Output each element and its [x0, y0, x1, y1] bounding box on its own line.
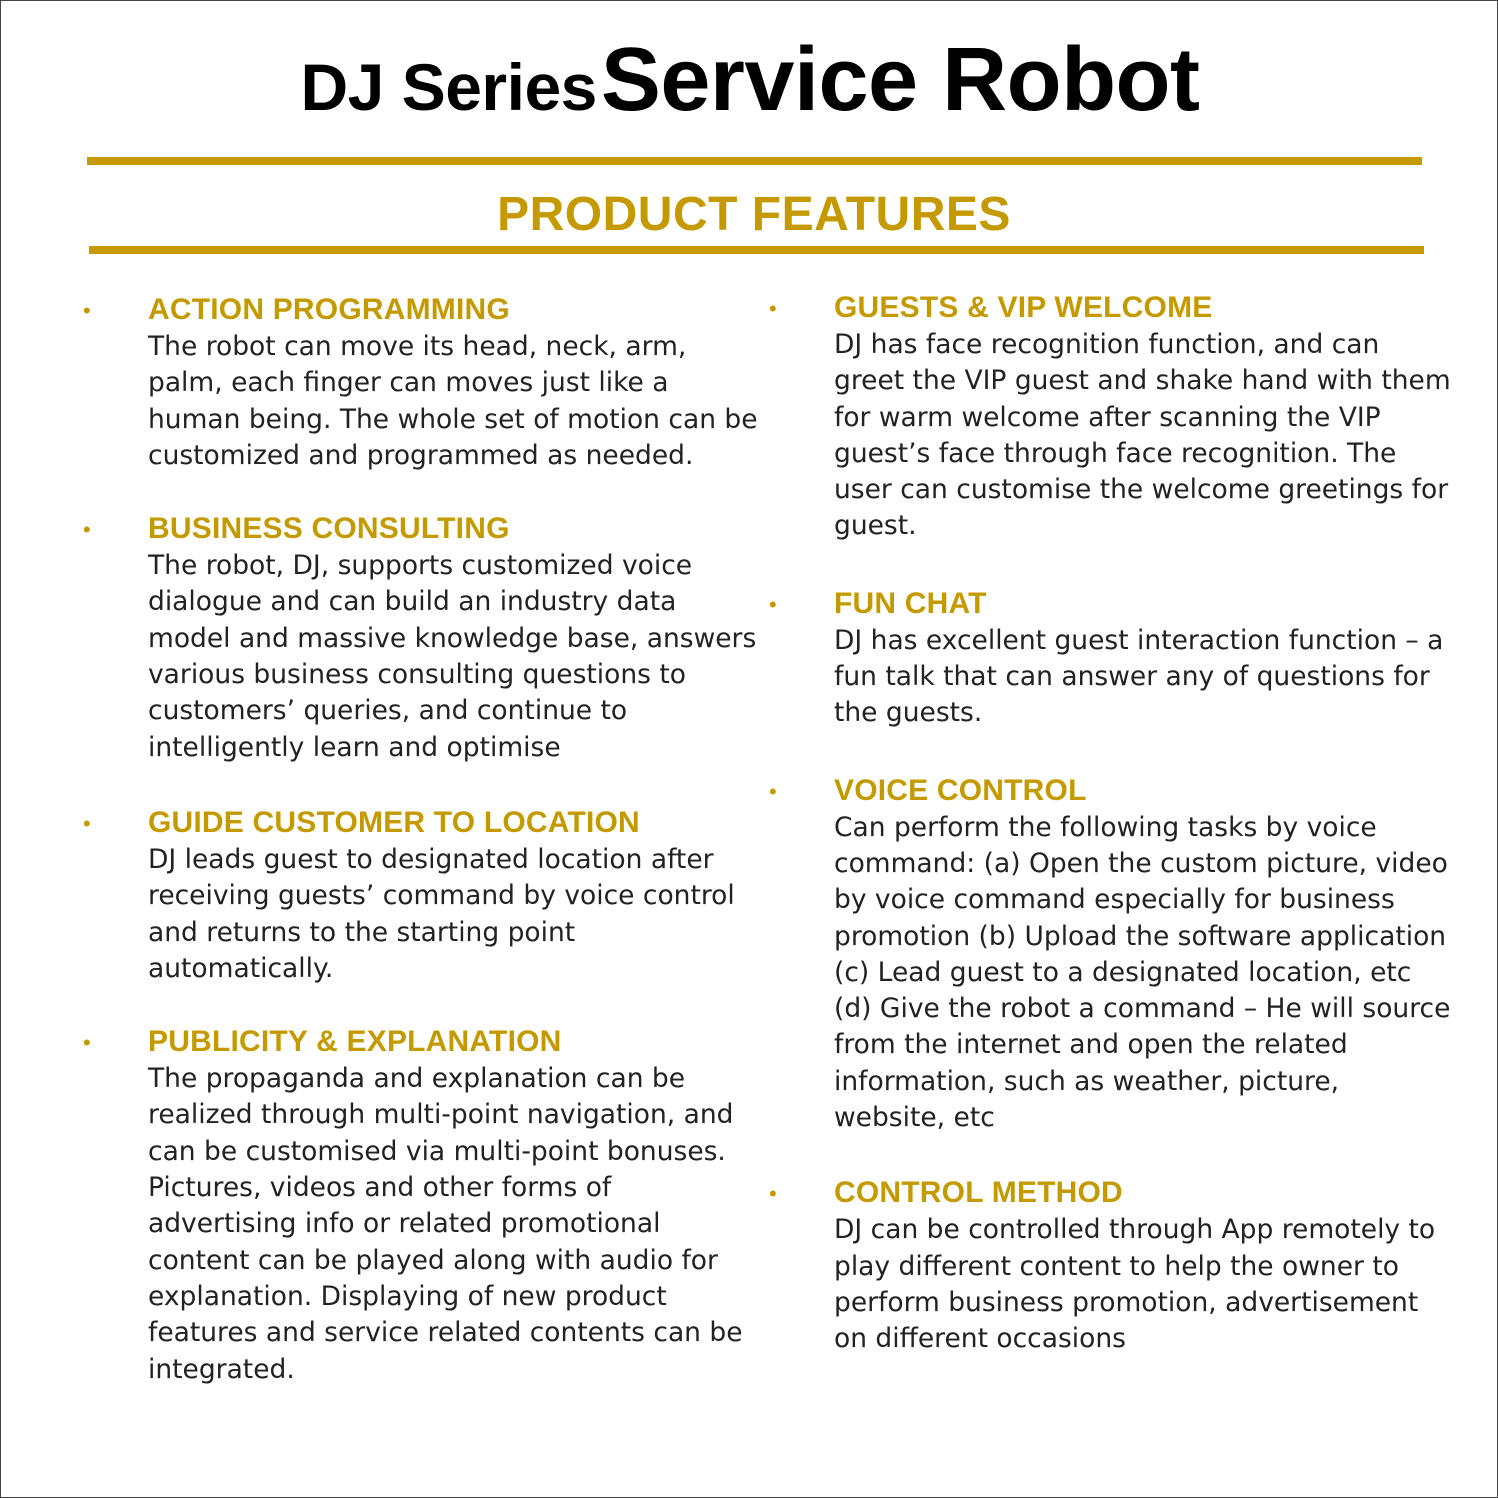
feature-item: [765, 1174, 1455, 1357]
feature-description: DJ leads guest to designated location after receiving guests’ command by voice control and returns to the starting point automatically.: [148, 843, 735, 984]
features-right-column: [765, 289, 1455, 1394]
feature-title: GUIDE CUSTOMER TO LOCATION: [148, 805, 640, 839]
bullet-icon: •: [83, 810, 91, 836]
feature-description: DJ has face recognition function, and can greet the VIP guest and shake hand with them for warm welcome after scanning the VIP guest’s face through face recognition. The user can customise the welcome greetings for guest.: [834, 329, 1451, 542]
bullet-icon: •: [83, 517, 91, 543]
feature-title: PUBLICITY & EXPLANATION: [148, 1025, 562, 1059]
section-heading: PRODUCT FEATURES: [497, 188, 1011, 241]
bullet-icon: •: [769, 1181, 777, 1207]
feature-item: [79, 510, 757, 766]
bullet-icon: •: [769, 591, 777, 617]
feature-description: The robot can move its head, neck, arm, palm, each finger can moves just like a human being. The whole set of motion can be customized and programmed as needed.: [148, 331, 758, 471]
feature-title: GUESTS & VIP WELCOME: [834, 291, 1213, 324]
feature-description: The propaganda and explanation can be realized through multi-point navigation, and can be customised via multi-point bonuses. Pictures, videos and other forms of advertising info or related promotional content can be played along with audio for explanation. Displaying of new product features and service related contents can be integrated.: [148, 1063, 743, 1385]
feature-item: [79, 1023, 749, 1388]
divider-top: [87, 157, 1422, 165]
feature-description: DJ can be controlled through App remotely to play different content to help the owner to perform business promotion, advertisement on different occasions: [834, 1214, 1436, 1355]
title-main: Service Robot: [600, 30, 1200, 130]
bullet-icon: •: [769, 296, 777, 321]
feature-title: CONTROL METHOD: [834, 1176, 1123, 1210]
title-prefix: DJ Series: [300, 50, 597, 124]
feature-title: FUN CHAT: [834, 586, 987, 620]
feature-item: [765, 772, 1455, 1137]
divider-bottom: [89, 246, 1424, 254]
feature-title: ACTION PROGRAMMING: [148, 293, 510, 326]
feature-description: Can perform the following tasks by voice command: (a) Open the custom picture, video by voice command especially for business promotion (b) Upload the software application (c) Lead guest to a designated location, etc (d) Give the robot a command – He will source from the internet and open the related information, such as weather, picture, website, etc: [834, 811, 1451, 1134]
feature-item: [79, 804, 749, 987]
feature-item: [765, 585, 1455, 732]
bullet-icon: •: [769, 778, 777, 804]
page-title: [1, 29, 1498, 132]
bullet-icon: •: [83, 1030, 91, 1056]
feature-item: [79, 291, 758, 474]
feature-title: BUSINESS CONSULTING: [148, 512, 510, 546]
feature-description: DJ has excellent guest interaction function – a fun talk that can answer any of questions for the guests.: [834, 624, 1444, 729]
features-left-column: [79, 291, 758, 1424]
feature-description: The robot, DJ, supports customized voice dialogue and can build an industry data model and massive knowledge base, answers various business consulting questions to customers’ queries, and continue to intelligently learn and optimise: [148, 550, 757, 763]
feature-title: VOICE CONTROL: [834, 773, 1087, 807]
feature-item: [765, 289, 1455, 545]
bullet-icon: •: [83, 298, 91, 323]
